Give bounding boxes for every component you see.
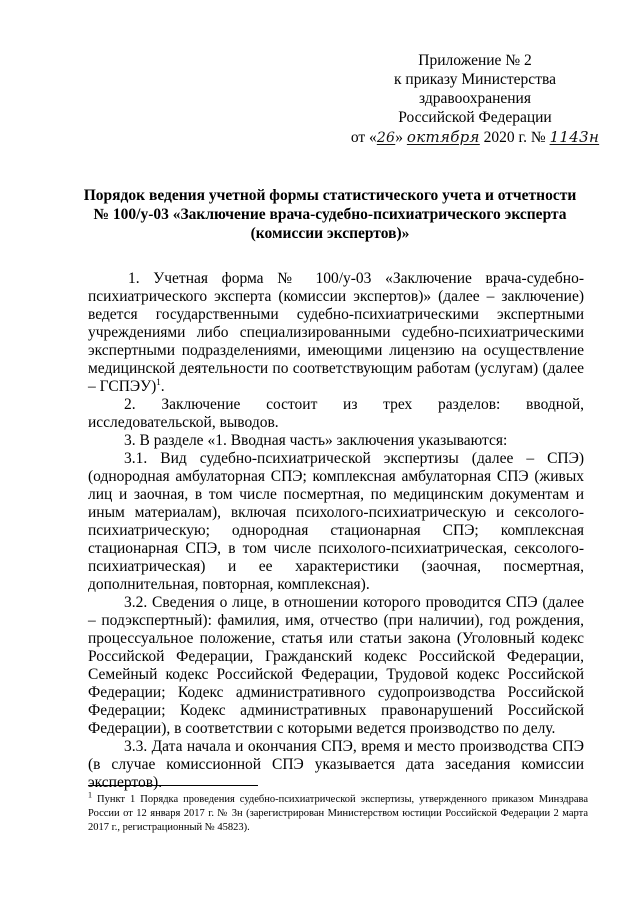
order-date-line [340,128,610,148]
title-line-1: Порядок ведения учетной формы статистического учета и отчетности [83,187,577,204]
footnote-divider [88,785,258,786]
footnote-text: Пункт 1 Порядка проведения судебно-психиатрической экспертизы, утвержденного приказом Минздрава России от 12 января 2017 г. № 3н (зарегистрирован Министерством юстиции Российской Федерации 2 марта 2017 г., регистрационный № 45823). [88,794,588,833]
document-body [88,270,584,792]
paragraph-1 [88,270,584,396]
footnote-number: 1 [88,790,92,800]
handwritten-day: 26 [376,130,396,146]
footnote-ref: 1 [156,376,161,387]
paragraph-1-end: . [160,378,165,395]
document-title [80,186,580,243]
paragraph-3: 3. В разделе «1. Вводная часть» заключения указываются: [124,432,508,449]
appendix-country: Российской Федерации [398,109,552,126]
appendix-ministry: здравоохранения [419,90,531,107]
footnote [88,790,588,835]
date-year: 2020 г. № [479,129,550,146]
title-line-3: (комиссии экспертов)» [250,225,410,242]
date-mid: » [395,129,403,146]
handwritten-order-number: 1143н [549,128,600,146]
appendix-header [340,51,610,148]
appendix-title: Приложение № 2 [418,52,532,69]
paragraph-1-text: 1. Учетная форма № 100/у-03 «Заключение врача-судебно-психиатрического эксперта (комиссии экспертов)» (далее – заключение) ведется государственными судебно-психиатрическими экспертными учреждениями либо специализированными судебно-психиатрическими экспертными подразделениями, имеющими лицензию на осуществление медицинской деятельности по соответствующим работам (услугам) (далее – ГСПЭУ) [88,270,584,395]
appendix-order-ref: к приказу Министерства [394,71,556,88]
date-prefix: от « [350,129,377,146]
paragraph-3-2: 3.2. Сведения о лице, в отношении которого проводится СПЭ (далее – подэкспертный): фамилия, имя, отчество (при наличии), год рождения, процессуальное положение, статья или статьи закона (Уголовный кодекс Российской Федерации, Гражданский кодекс Российской Федерации, Семейный кодекс Российской Федерации, Трудовой кодекс Российской Федерации; Кодекс административного судопроизводства Российской Федерации; Кодекс административных правонарушений Российской Федерации), в соответствии с которыми ведется производство по делу. [88,594,584,737]
title-line-2: № 100/у-03 «Заключение врача-судебно-психиатрического эксперта [93,206,567,223]
handwritten-month: октября [406,128,480,146]
paragraph-3-1: 3.1. Вид судебно-психиатрической экспертизы (далее – СПЭ) (однородная амбулаторная СПЭ; комплексная амбулаторная СПЭ (живых лиц и заочная, в том числе посмертная, по медицинским документам и иным материалам), включая психолого-психиатрическую и сексолого-психиатрическую; однородная стационарная СПЭ; комплексная стационарная СПЭ, в том числе психолого-психиатрическая, сексолого-психиатрическая) и ее характеристики (заочная, посмертная, дополнительная, повторная, комплексная). [88,450,584,593]
paragraph-2: 2. Заключение состоит из трех разделов: вводной, исследовательской, выводов. [88,396,584,431]
paragraph-3-3: 3.3. Дата начала и окончания СПЭ, время и место производства СПЭ (в случае комиссионной СПЭ указывается дата заседания комиссии экспертов). [88,738,584,791]
